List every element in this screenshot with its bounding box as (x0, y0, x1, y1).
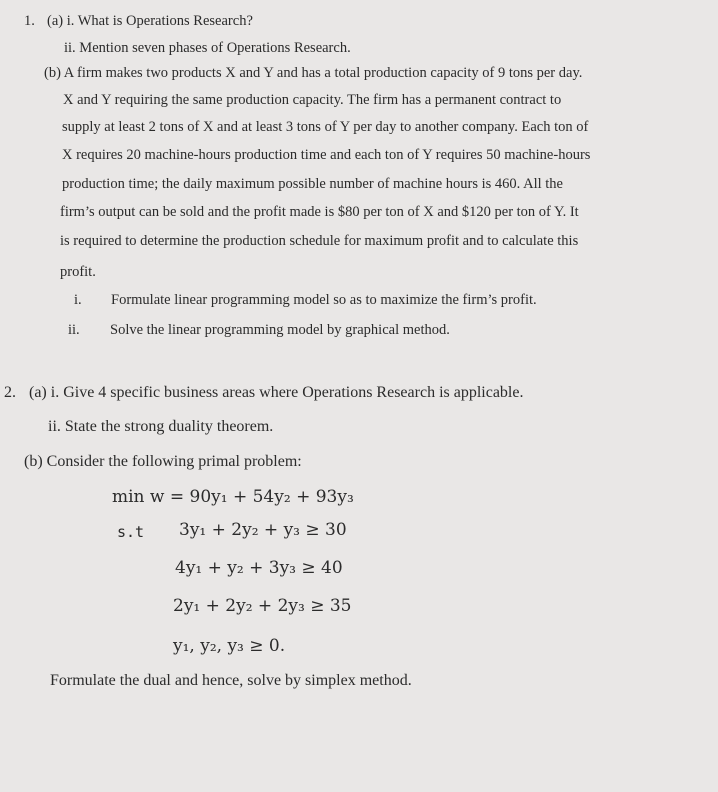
q1-b-line: X and Y requiring the same production capacity. The firm has a permanent contract to (63, 92, 562, 108)
q2-closing: Formulate the dual and hence, solve by simplex method. (50, 672, 412, 689)
constraint-1: 3y₁ + 2y₂ + y₃ ≥ 30 (179, 520, 347, 540)
constraint-3: 2y₁ + 2y₂ + 2y₃ ≥ 35 (173, 596, 352, 616)
q1-a-i: (a) i. What is Operations Research? (47, 13, 253, 29)
q1-number: 1. (24, 13, 35, 29)
constraint-2: 4y₁ + y₂ + 3y₃ ≥ 40 (175, 558, 343, 578)
q1-sub-num: i. (74, 292, 82, 308)
q1-sub-text: Solve the linear programming model by graphical method. (110, 322, 450, 338)
q1-b-line: production time; the daily maximum possible number of machine hours is 460. All the (62, 176, 563, 192)
subject-to-label: s.t (117, 523, 145, 541)
q2-a-i: (a) i. Give 4 specific business areas where Operations Research is applicable. (29, 384, 524, 401)
q1-b-line: profit. (60, 264, 96, 280)
q2-number: 2. (4, 384, 16, 401)
q1-b-line: (b) A firm makes two products X and Y and has a total production capacity of 9 tons per day. (44, 65, 583, 81)
objective-function: min w = 90y₁ + 54y₂ + 93y₃ (112, 487, 354, 507)
q2-a-ii: ii. State the strong duality theorem. (48, 418, 274, 435)
q1-b-line: supply at least 2 tons of X and at least 3 tons of Y per day to another company. Each ton of (62, 119, 589, 135)
q2-b-intro: (b) Consider the following primal problem: (24, 453, 302, 470)
q1-a-ii: ii. Mention seven phases of Operations Research. (64, 40, 351, 56)
q1-sub-text: Formulate linear programming model so as to maximize the firm’s profit. (111, 292, 537, 308)
q1-b-line: X requires 20 machine-hours production time and each ton of Y requires 50 machine-hours (62, 147, 591, 163)
q1-b-line: firm’s output can be sold and the profit made is $80 per ton of X and $120 per ton of Y. It (60, 204, 579, 220)
nonnegativity-constraint: y₁, y₂, y₃ ≥ 0. (173, 636, 286, 656)
q1-sub-num: ii. (68, 322, 80, 338)
q1-b-line: is required to determine the production schedule for maximum profit and to calculate this (60, 233, 579, 249)
